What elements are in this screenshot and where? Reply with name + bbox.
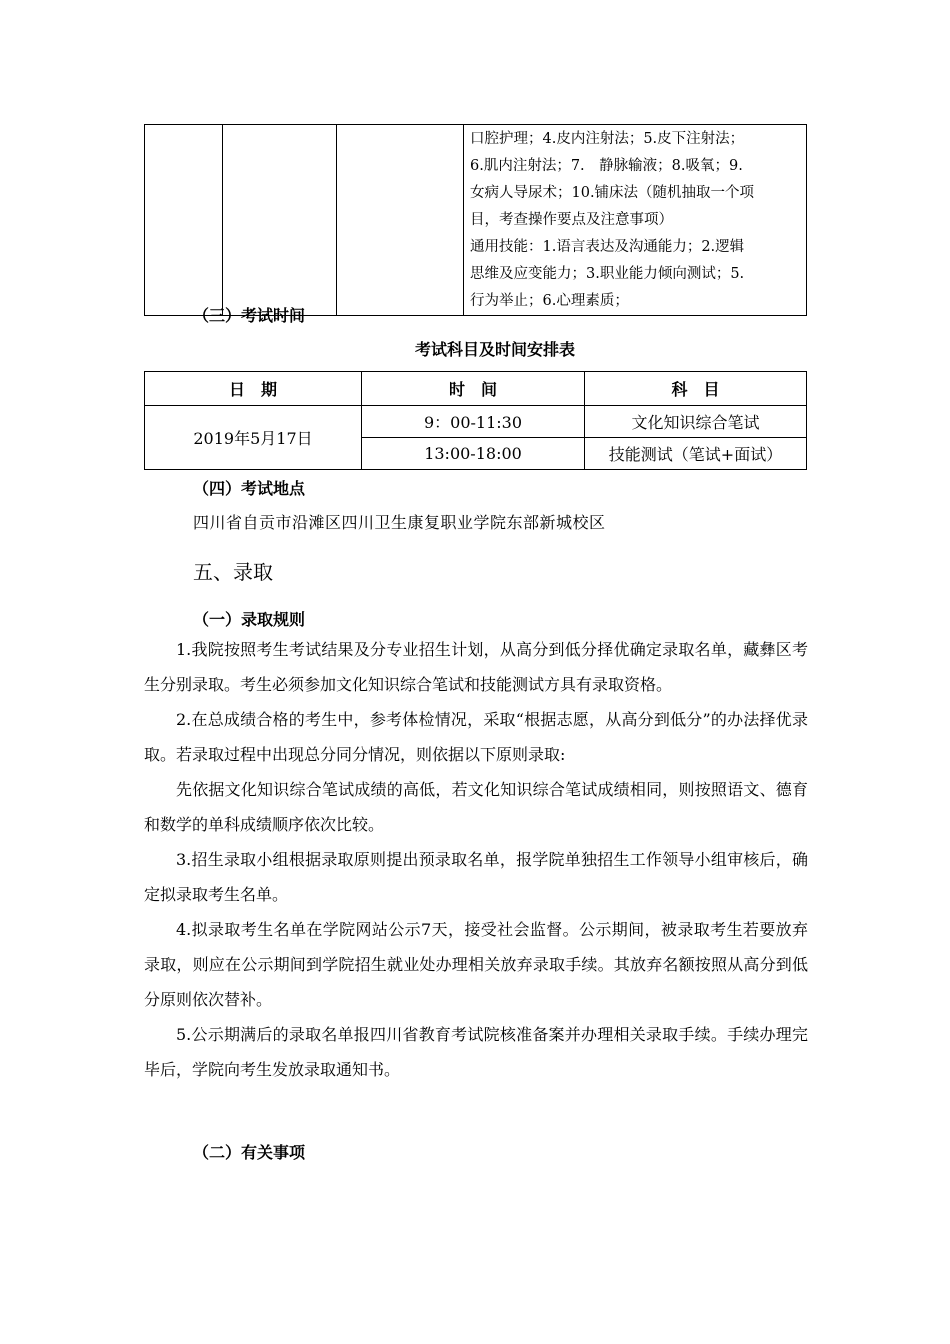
skill-line: 行为举止；6.心理素质；	[470, 293, 629, 309]
skill-line: 6.肌内注射法；7. 静脉输液；8.吸氧；9.	[470, 158, 743, 174]
exam-time-heading: （三）考试时间	[193, 306, 306, 325]
rule-paragraph: 3.招生录取小组根据录取原则提出预录取名单，报学院单独招生工作领导小组审核后，确定拟录取考生名单。	[144, 850, 808, 904]
admission-rules-heading: （一）录取规则	[193, 610, 306, 629]
admission-rules-body	[144, 632, 808, 1087]
admission-heading: 五、录取	[193, 560, 273, 584]
schedule-table-title: 考试科目及时间安排表	[414, 340, 575, 359]
empty-cell	[145, 125, 223, 316]
skill-line: 通用技能：1.语言表达及沟通能力；2.逻辑	[470, 239, 745, 255]
rule-paragraph: 5.公示期满后的录取名单报四川省教育考试院核准备案并办理相关录取手续。手续办理完毕后，学院向考生发放录取通知书。	[144, 1025, 808, 1079]
schedule-row	[145, 406, 807, 438]
schedule-table	[144, 371, 807, 470]
skill-line: 目，考查操作要点及注意事项）	[470, 212, 673, 228]
related-matters-heading: （二）有关事项	[193, 1143, 306, 1162]
time-cell: 13:00-18:00	[362, 438, 585, 470]
time-cell: 9：00-11:30	[362, 406, 585, 438]
skills-table-continuation	[144, 124, 807, 316]
rule-paragraph: 4.拟录取考生名单在学院网站公示7天，接受社会监督。公示期间，被录取考生若要放弃录取，则应在公示期间到学院招生就业处办理相关放弃录取手续。其放弃名额按照从高分到低分原则依次替补。	[144, 920, 808, 1009]
header-subject: 科 目	[585, 372, 807, 406]
rule-paragraph: 2.在总成绩合格的考生中，参考体检情况，采取“根据志愿，从高分到低分”的办法择优录取。若录取过程中出现总分同分情况，则依据以下原则录取:	[144, 710, 808, 764]
empty-cell	[337, 125, 464, 316]
empty-cell	[223, 125, 337, 316]
rule-paragraph: 先依据文化知识综合笔试成绩的高低，若文化知识综合笔试成绩相同，则按照语文、德育和数学的单科成绩顺序依次比较。	[144, 780, 808, 834]
skill-line: 思维及应变能力；3.职业能力倾向测试；5.	[470, 266, 745, 282]
skills-cell	[464, 125, 807, 316]
date-cell: 2019年5月17日	[145, 406, 362, 470]
rule-paragraph: 1.我院按照考生考试结果及分专业招生计划，从高分到低分择优确定录取名单，藏彝区考生分别录取。考生必须参加文化知识综合笔试和技能测试方具有录取资格。	[144, 640, 808, 694]
subject-cell: 文化知识综合笔试	[585, 406, 807, 438]
skill-line: 女病人导尿术；10.铺床法（随机抽取一个项	[470, 185, 755, 201]
header-time: 时 间	[362, 372, 585, 406]
exam-place-text: 四川省自贡市沿滩区四川卫生康复职业学院东部新城校区	[193, 513, 606, 532]
header-date: 日 期	[145, 372, 362, 406]
subject-cell: 技能测试（笔试+面试）	[585, 438, 807, 470]
skill-line: 口腔护理；4.皮内注射法；5.皮下注射法；	[470, 131, 745, 147]
schedule-header-row	[145, 372, 807, 406]
exam-place-heading: （四）考试地点	[193, 479, 306, 498]
